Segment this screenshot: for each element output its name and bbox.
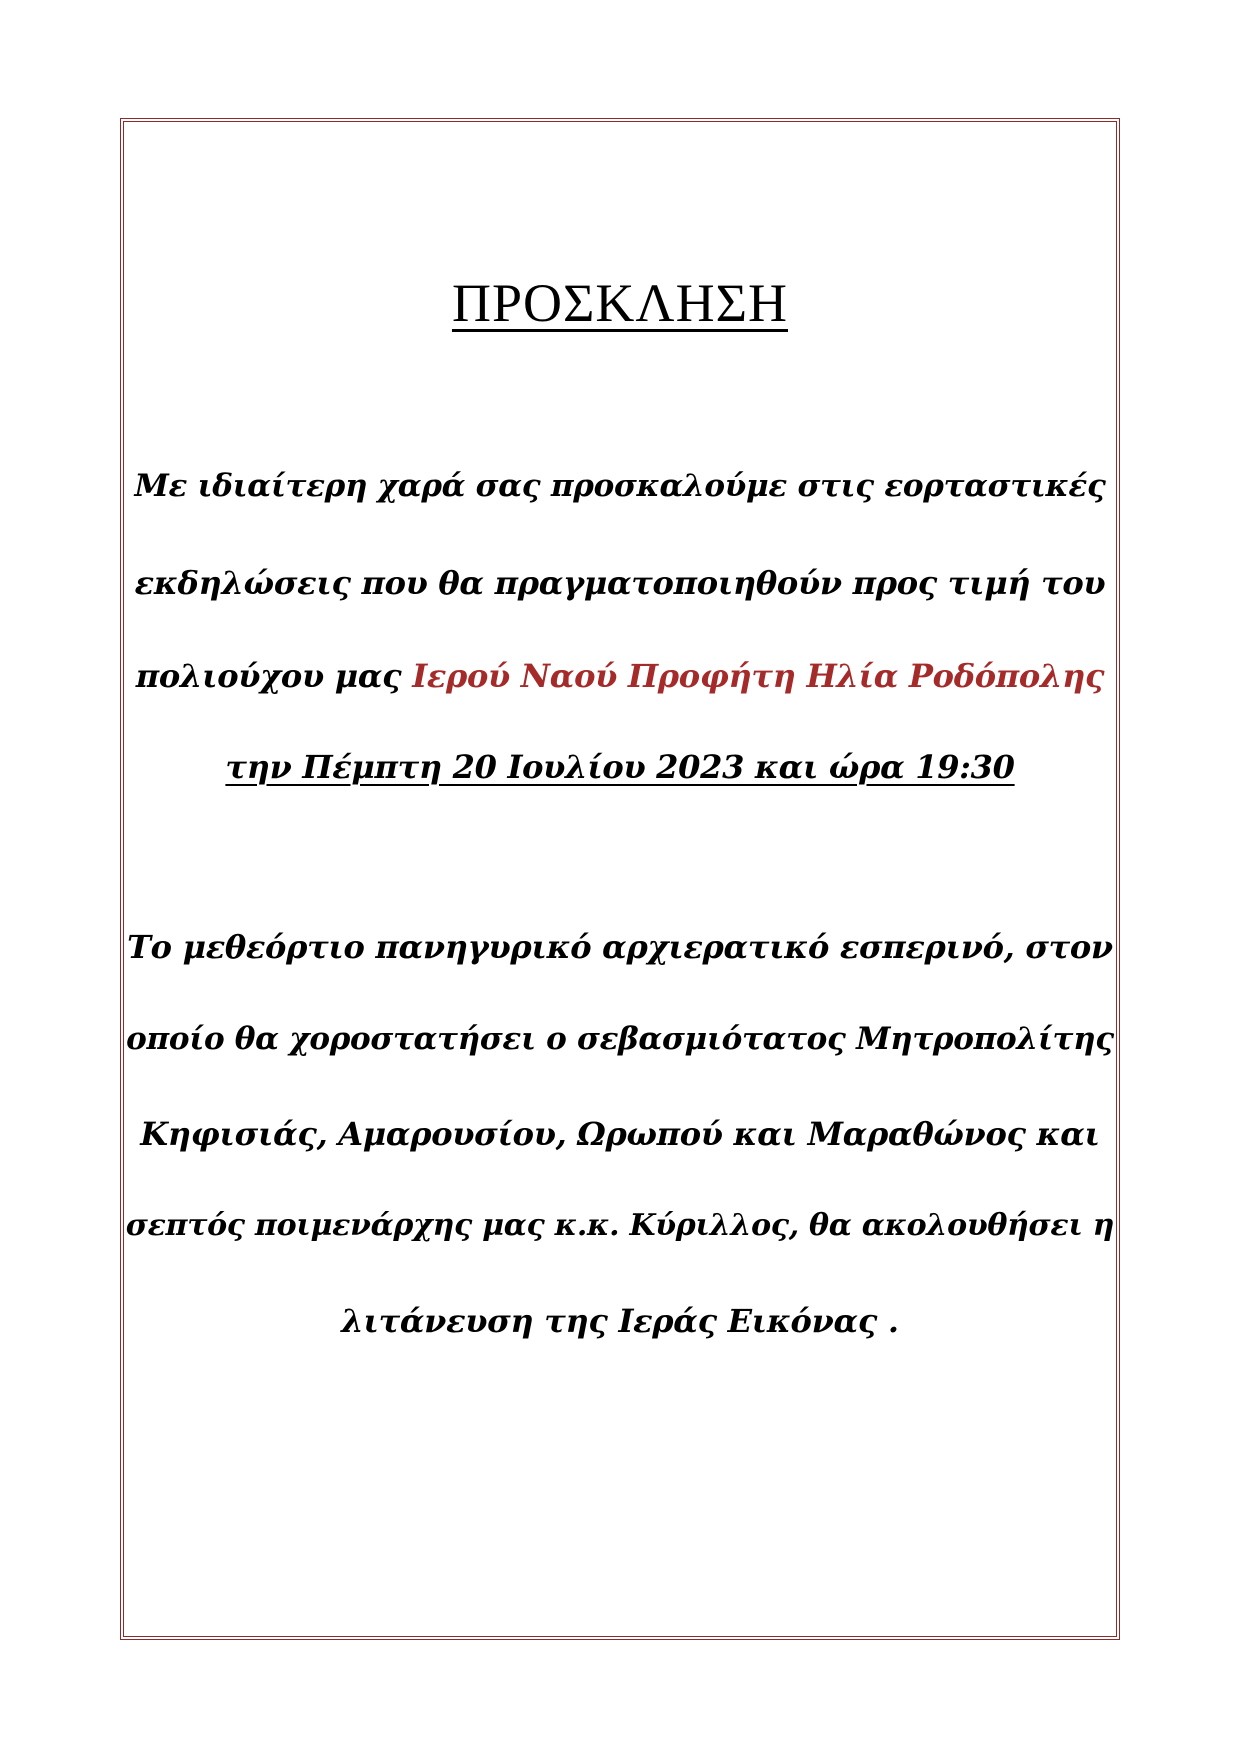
paragraph2-line1: Το μεθεόρτιο πανηγυρικό αρχιερατικό εσπερινό, στον — [127, 928, 1113, 966]
event-date-time-text: την Πέμπτη 20 Ιουλίου 2023 και ώρα 19:30 — [225, 748, 1015, 786]
paragraph2-line2: οποίο θα χοροστατήσει ο σεβασμιότατος Μητροπολίτης — [126, 1021, 1114, 1057]
paragraph1-line3-prefix: πολιούχου μας — [135, 657, 413, 695]
paragraph1-line2: εκδηλώσεις που θα πραγματοποιηθούν προς τιμή του — [134, 564, 1106, 602]
event-date-time — [120, 748, 1120, 786]
paragraph2-line4: σεπτός ποιμενάρχης μας κ.κ. Κύριλλος, θα ακολουθήσει η — [125, 1208, 1115, 1243]
document-title: ΠΡΟΣΚΛΗΣΗ — [451, 273, 789, 333]
paragraph1-line3 — [120, 657, 1120, 695]
paragraph1-line1: Με ιδιαίτερη χαρά σας προσκαλούμε στις εορταστικές — [134, 468, 1106, 504]
church-name-highlight: Ιερού Ναού Προφήτη Ηλία Ροδόπολης — [412, 657, 1105, 695]
page-border-frame — [120, 118, 1120, 1640]
paragraph2-line3: Κηφισιάς, Αμαρουσίου, Ωρωπού και Μαραθώνος και — [140, 1115, 1100, 1153]
paragraph2-line5: λιτάνευση της Ιεράς Εικόνας . — [341, 1302, 899, 1340]
